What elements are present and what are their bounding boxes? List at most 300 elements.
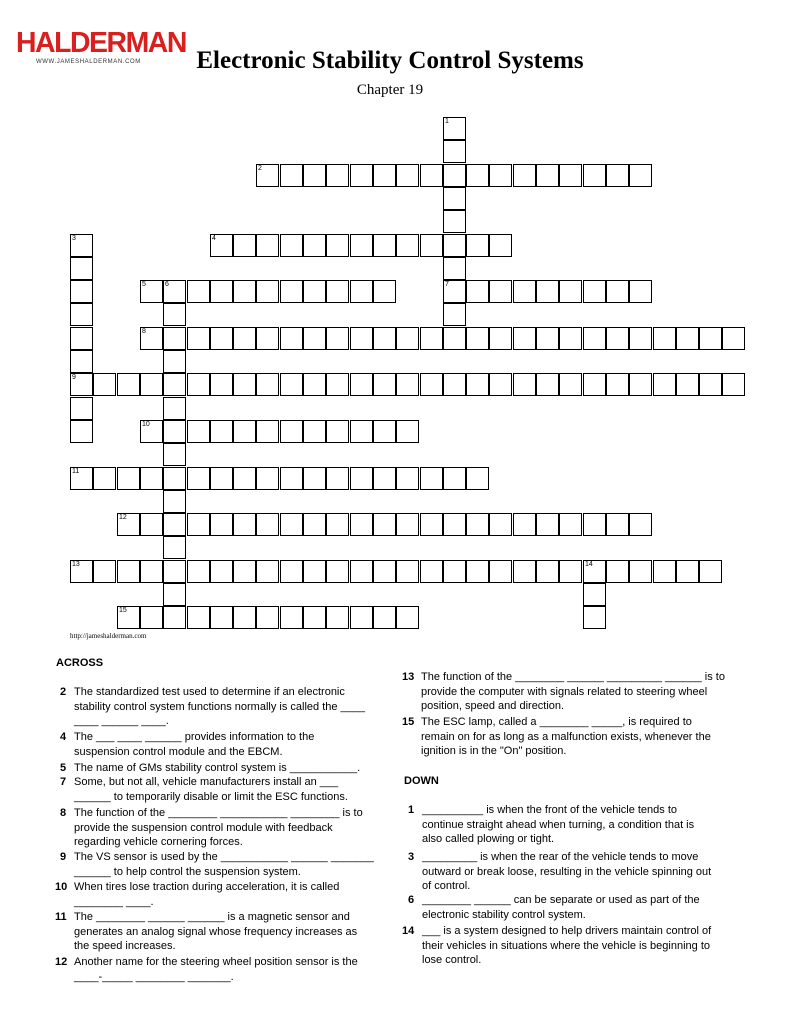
grid-cell[interactable] xyxy=(373,373,396,396)
grid-cell[interactable] xyxy=(163,373,186,396)
grid-cell[interactable] xyxy=(629,327,652,350)
grid-cell[interactable] xyxy=(559,373,582,396)
grid-cell[interactable] xyxy=(722,373,745,396)
grid-cell[interactable] xyxy=(70,257,93,280)
grid-cell[interactable] xyxy=(187,373,210,396)
grid-cell[interactable] xyxy=(280,327,303,350)
grid-cell[interactable] xyxy=(163,467,186,490)
clue-line: ________ ____. xyxy=(74,895,154,908)
grid-cell[interactable] xyxy=(210,420,233,443)
grid-cell[interactable] xyxy=(396,373,419,396)
grid-cell[interactable] xyxy=(70,303,93,326)
clue-line: The function of the ________ ______ _________ ______ is to xyxy=(421,671,725,683)
grid-cell[interactable] xyxy=(443,373,466,396)
grid-cell[interactable] xyxy=(350,420,373,443)
grid-cell[interactable] xyxy=(163,443,186,466)
grid-cell[interactable] xyxy=(443,280,466,303)
clue-line: ignition is in the "On" position. xyxy=(421,745,567,757)
grid-cell[interactable] xyxy=(303,327,326,350)
grid-cell[interactable] xyxy=(140,606,163,629)
grid-cell[interactable] xyxy=(443,234,466,257)
grid-cell[interactable] xyxy=(280,467,303,490)
grid-cell[interactable] xyxy=(350,234,373,257)
grid-cell[interactable] xyxy=(466,513,489,536)
grid-cell[interactable] xyxy=(536,373,559,396)
grid-cell[interactable] xyxy=(373,560,396,583)
grid-cell[interactable] xyxy=(373,513,396,536)
clue-number: 3 xyxy=(72,235,76,242)
grid-cell[interactable] xyxy=(606,373,629,396)
grid-cell[interactable] xyxy=(187,513,210,536)
clue-number: 1 xyxy=(445,118,449,125)
grid-cell[interactable] xyxy=(233,327,256,350)
clue-text xyxy=(74,850,374,879)
grid-cell[interactable] xyxy=(489,327,512,350)
grid-cell[interactable] xyxy=(187,467,210,490)
grid-cell[interactable] xyxy=(443,513,466,536)
grid-cell[interactable] xyxy=(420,327,443,350)
footer-url: http://jameshalderman.com xyxy=(70,632,147,640)
clue-number-label: 10 xyxy=(55,881,68,893)
clue-number-label: 12 xyxy=(55,956,68,968)
grid-cell[interactable] xyxy=(326,513,349,536)
grid-cell[interactable] xyxy=(396,513,419,536)
clue-line: of control. xyxy=(422,880,471,892)
clue-line: The function of the ________ ___________ ________ is to xyxy=(74,807,363,819)
grid-cell[interactable] xyxy=(210,373,233,396)
grid-cell[interactable] xyxy=(210,560,233,583)
clue-number: 14 xyxy=(585,561,593,568)
clue-number-label: 3 xyxy=(408,851,415,863)
clue-number: 7 xyxy=(445,281,449,288)
clue-number-label: 9 xyxy=(60,851,67,863)
grid-cell[interactable] xyxy=(93,467,116,490)
clue-number-label: 4 xyxy=(60,731,67,743)
grid-cell[interactable] xyxy=(233,513,256,536)
grid-cell[interactable] xyxy=(163,327,186,350)
grid-cell[interactable] xyxy=(606,513,629,536)
grid-cell[interactable] xyxy=(443,560,466,583)
clue-line: remain on for as long as a malfunction exists, whenever the xyxy=(421,730,711,743)
grid-cell[interactable] xyxy=(489,513,512,536)
clue-text xyxy=(421,670,725,714)
grid-cell[interactable] xyxy=(396,327,419,350)
grid-cell[interactable] xyxy=(350,164,373,187)
grid-cell[interactable] xyxy=(187,560,210,583)
grid-cell[interactable] xyxy=(117,560,140,583)
grid-cell[interactable] xyxy=(326,234,349,257)
grid-cell[interactable] xyxy=(606,280,629,303)
grid-cell[interactable] xyxy=(559,327,582,350)
grid-cell[interactable] xyxy=(117,373,140,396)
grid-cell[interactable] xyxy=(70,397,93,420)
grid-cell[interactable] xyxy=(466,280,489,303)
grid-cell[interactable] xyxy=(303,164,326,187)
grid-cell[interactable] xyxy=(350,467,373,490)
grid-cell[interactable] xyxy=(70,560,93,583)
clue-text xyxy=(74,775,348,804)
clue-number: 12 xyxy=(119,514,127,521)
grid-cell[interactable] xyxy=(489,234,512,257)
down-heading: DOWN xyxy=(404,775,439,787)
grid-cell[interactable] xyxy=(326,420,349,443)
grid-cell[interactable] xyxy=(466,467,489,490)
grid-cell[interactable] xyxy=(513,280,536,303)
clue-line: The standardized test used to determine if an electronic xyxy=(74,686,345,698)
grid-cell[interactable] xyxy=(583,164,606,187)
grid-cell[interactable] xyxy=(583,280,606,303)
clue-number: 2 xyxy=(258,165,262,172)
grid-cell[interactable] xyxy=(326,606,349,629)
grid-cell[interactable] xyxy=(722,327,745,350)
grid-cell[interactable] xyxy=(163,536,186,559)
grid-cell[interactable] xyxy=(280,164,303,187)
grid-cell[interactable] xyxy=(466,373,489,396)
grid-cell[interactable] xyxy=(396,164,419,187)
grid-cell[interactable] xyxy=(70,350,93,373)
grid-cell[interactable] xyxy=(583,513,606,536)
grid-cell[interactable] xyxy=(466,327,489,350)
clue-line: stability control system functions normally is called the ____ xyxy=(74,700,366,713)
grid-cell[interactable] xyxy=(70,420,93,443)
grid-cell[interactable] xyxy=(466,164,489,187)
clue-text xyxy=(422,893,700,922)
grid-cell[interactable] xyxy=(93,373,116,396)
grid-cell[interactable] xyxy=(70,373,93,396)
grid-cell[interactable] xyxy=(583,606,606,629)
grid-cell[interactable] xyxy=(163,280,186,303)
clue-line: regarding vehicle cornering forces. xyxy=(74,836,243,848)
clue-line: generates an analog signal whose frequency increases as xyxy=(74,925,358,938)
grid-cell[interactable] xyxy=(606,164,629,187)
grid-cell[interactable] xyxy=(536,327,559,350)
clue-line: the speed increases. xyxy=(74,940,176,952)
grid-cell[interactable] xyxy=(70,327,93,350)
clue-number-label: 1 xyxy=(408,804,415,816)
grid-cell[interactable] xyxy=(420,234,443,257)
grid-cell[interactable] xyxy=(653,373,676,396)
grid-cell[interactable] xyxy=(420,467,443,490)
grid-cell[interactable] xyxy=(350,280,373,303)
clue-line: outward or break loose, resulting in the vehicle spinning out xyxy=(422,865,712,878)
grid-cell[interactable] xyxy=(326,164,349,187)
grid-cell[interactable] xyxy=(256,560,279,583)
grid-cell[interactable] xyxy=(396,467,419,490)
grid-cell[interactable] xyxy=(256,606,279,629)
grid-cell[interactable] xyxy=(373,234,396,257)
grid-cell[interactable] xyxy=(187,606,210,629)
grid-cell[interactable] xyxy=(396,606,419,629)
clue-number-label: 15 xyxy=(402,716,415,728)
clue-line: provide the computer with signals related to steering wheel xyxy=(421,685,708,698)
grid-cell[interactable] xyxy=(326,560,349,583)
grid-cell[interactable] xyxy=(489,164,512,187)
grid-cell[interactable] xyxy=(420,164,443,187)
across-heading: ACROSS xyxy=(56,657,104,669)
grid-cell[interactable] xyxy=(256,234,279,257)
grid-cell[interactable] xyxy=(140,420,163,443)
grid-cell[interactable] xyxy=(466,560,489,583)
grid-cell[interactable] xyxy=(489,560,512,583)
grid-cell[interactable] xyxy=(210,513,233,536)
clue-number: 11 xyxy=(72,468,80,475)
grid-cell[interactable] xyxy=(163,513,186,536)
grid-cell[interactable] xyxy=(629,373,652,396)
grid-cell[interactable] xyxy=(256,467,279,490)
grid-cell[interactable] xyxy=(629,560,652,583)
clue-text xyxy=(74,806,363,850)
grid-cell[interactable] xyxy=(583,560,606,583)
clue-number: 10 xyxy=(142,421,150,428)
grid-cell[interactable] xyxy=(629,280,652,303)
clue-line: ______ to help control the suspension system. xyxy=(74,865,301,878)
grid-cell[interactable] xyxy=(513,327,536,350)
clue-number-label: 13 xyxy=(402,671,415,683)
grid-cell[interactable] xyxy=(233,560,256,583)
grid-cell[interactable] xyxy=(443,187,466,210)
grid-cell[interactable] xyxy=(256,164,279,187)
grid-cell[interactable] xyxy=(303,234,326,257)
grid-cell[interactable] xyxy=(163,397,186,420)
grid-cell[interactable] xyxy=(140,560,163,583)
grid-cell[interactable] xyxy=(303,373,326,396)
grid-cell[interactable] xyxy=(303,467,326,490)
grid-cell[interactable] xyxy=(583,583,606,606)
grid-cell[interactable] xyxy=(629,164,652,187)
grid-cell[interactable] xyxy=(443,467,466,490)
grid-cell[interactable] xyxy=(187,280,210,303)
grid-cell[interactable] xyxy=(350,327,373,350)
grid-cell[interactable] xyxy=(163,303,186,326)
grid-cell[interactable] xyxy=(443,210,466,233)
grid-cell[interactable] xyxy=(676,327,699,350)
clue-line: _________ is when the rear of the vehicle tends to move xyxy=(422,851,699,863)
grid-cell[interactable] xyxy=(420,373,443,396)
clue-line: __________ is when the front of the vehicle tends to xyxy=(422,804,678,816)
grid-cell[interactable] xyxy=(559,164,582,187)
grid-cell[interactable] xyxy=(187,327,210,350)
grid-cell[interactable] xyxy=(443,327,466,350)
grid-cell[interactable] xyxy=(443,257,466,280)
clue-number: 4 xyxy=(212,235,216,242)
grid-cell[interactable] xyxy=(536,560,559,583)
clue-number: 5 xyxy=(142,281,146,288)
grid-cell[interactable] xyxy=(699,373,722,396)
grid-cell[interactable] xyxy=(396,560,419,583)
grid-cell[interactable] xyxy=(280,420,303,443)
grid-cell[interactable] xyxy=(280,280,303,303)
clue-line: provide the suspension control module with feedback xyxy=(74,821,333,834)
grid-cell[interactable] xyxy=(466,234,489,257)
grid-cell[interactable] xyxy=(420,560,443,583)
grid-cell[interactable] xyxy=(373,420,396,443)
grid-cell[interactable] xyxy=(396,420,419,443)
clue-line: The ________ ______ ______ is a magnetic sensor and xyxy=(74,911,350,923)
grid-cell[interactable] xyxy=(256,513,279,536)
grid-cell[interactable] xyxy=(70,467,93,490)
clue-number-label: 8 xyxy=(60,807,67,819)
clue-line: position, speed and direction. xyxy=(421,700,565,712)
grid-cell[interactable] xyxy=(653,560,676,583)
grid-cell[interactable] xyxy=(350,513,373,536)
grid-cell[interactable] xyxy=(280,234,303,257)
grid-cell[interactable] xyxy=(233,234,256,257)
clue-text xyxy=(74,910,357,954)
grid-cell[interactable] xyxy=(256,373,279,396)
grid-cell[interactable] xyxy=(420,513,443,536)
grid-cell[interactable] xyxy=(163,490,186,513)
grid-cell[interactable] xyxy=(117,467,140,490)
grid-cell[interactable] xyxy=(559,280,582,303)
grid-cell[interactable] xyxy=(303,280,326,303)
clue-line: ____-_____ ________ _______. xyxy=(74,970,234,983)
clue-line: ___ is a system designed to help drivers maintain control of xyxy=(422,925,712,937)
page-title: Electronic Stability Control Systems xyxy=(196,47,584,74)
grid-cell[interactable] xyxy=(256,327,279,350)
grid-cell[interactable] xyxy=(233,467,256,490)
grid-cell[interactable] xyxy=(583,327,606,350)
clue-line: electronic stability control system. xyxy=(422,908,586,921)
clue-line: Another name for the steering wheel position sensor is the xyxy=(74,956,358,968)
grid-cell[interactable] xyxy=(210,467,233,490)
clue-line: When tires lose traction during acceleration, it is called xyxy=(74,881,340,893)
clue-line: ______ to temporarily disable or limit the ESC functions. xyxy=(74,790,348,803)
grid-cell[interactable] xyxy=(303,560,326,583)
clue-line: also called plowing or tight. xyxy=(422,833,555,845)
grid-cell[interactable] xyxy=(163,560,186,583)
grid-cell[interactable] xyxy=(303,513,326,536)
clue-text xyxy=(74,730,314,759)
grid-cell[interactable] xyxy=(513,560,536,583)
grid-cell[interactable] xyxy=(350,560,373,583)
grid-cell[interactable] xyxy=(629,513,652,536)
grid-cell[interactable] xyxy=(326,280,349,303)
grid-cell[interactable] xyxy=(373,327,396,350)
grid-cell[interactable] xyxy=(513,513,536,536)
grid-cell[interactable] xyxy=(350,373,373,396)
grid-cell[interactable] xyxy=(489,373,512,396)
logo-wordmark: HALDERMAN xyxy=(16,27,186,59)
clue-line: their vehicles in situations where the vehicle is beginning to xyxy=(422,939,710,952)
grid-cell[interactable] xyxy=(443,117,466,140)
grid-cell[interactable] xyxy=(606,560,629,583)
grid-cell[interactable] xyxy=(326,327,349,350)
grid-cell[interactable] xyxy=(117,513,140,536)
grid-cell[interactable] xyxy=(326,373,349,396)
grid-cell[interactable] xyxy=(373,467,396,490)
grid-cell[interactable] xyxy=(373,164,396,187)
grid-cell[interactable] xyxy=(653,327,676,350)
grid-cell[interactable] xyxy=(303,606,326,629)
grid-cell[interactable] xyxy=(256,280,279,303)
grid-cell[interactable] xyxy=(536,513,559,536)
grid-cell[interactable] xyxy=(280,373,303,396)
grid-cell[interactable] xyxy=(140,373,163,396)
clue-line: The ___ ____ ______ provides information to the xyxy=(74,731,315,743)
grid-cell[interactable] xyxy=(163,583,186,606)
grid-cell[interactable] xyxy=(93,560,116,583)
grid-cell[interactable] xyxy=(280,560,303,583)
grid-cell[interactable] xyxy=(559,560,582,583)
grid-cell[interactable] xyxy=(443,140,466,163)
clue-line: The VS sensor is used by the ___________ ______ _______ xyxy=(74,851,374,863)
grid-cell[interactable] xyxy=(280,606,303,629)
grid-cell[interactable] xyxy=(140,467,163,490)
grid-cell[interactable] xyxy=(233,373,256,396)
grid-cell[interactable] xyxy=(140,327,163,350)
grid-cell[interactable] xyxy=(443,303,466,326)
grid-cell[interactable] xyxy=(489,280,512,303)
clue-line: continue straight ahead when turning, a condition that is xyxy=(422,818,695,831)
grid-cell[interactable] xyxy=(187,420,210,443)
grid-cell[interactable] xyxy=(606,327,629,350)
grid-cell[interactable] xyxy=(699,327,722,350)
clue-text xyxy=(74,955,358,984)
grid-cell[interactable] xyxy=(676,560,699,583)
grid-cell[interactable] xyxy=(536,280,559,303)
grid-cell[interactable] xyxy=(163,606,186,629)
grid-cell[interactable] xyxy=(70,234,93,257)
clue-text xyxy=(422,924,711,968)
grid-cell[interactable] xyxy=(443,164,466,187)
clue-text xyxy=(74,685,365,729)
grid-cell[interactable] xyxy=(326,467,349,490)
clue-line: lose control. xyxy=(422,954,482,966)
grid-cell[interactable] xyxy=(559,513,582,536)
grid-cell[interactable] xyxy=(70,280,93,303)
grid-cell[interactable] xyxy=(140,280,163,303)
grid-cell[interactable] xyxy=(350,606,373,629)
grid-cell[interactable] xyxy=(163,420,186,443)
grid-cell[interactable] xyxy=(140,513,163,536)
clue-number-label: 7 xyxy=(60,776,67,788)
grid-cell[interactable] xyxy=(233,280,256,303)
grid-cell[interactable] xyxy=(536,164,559,187)
clue-number-label: 2 xyxy=(60,686,67,698)
clue-line: Some, but not all, vehicle manufacturers install an ___ xyxy=(74,776,339,788)
grid-cell[interactable] xyxy=(256,420,279,443)
grid-cell[interactable] xyxy=(373,280,396,303)
clue-line: ________ ______ can be separate or used as part of the xyxy=(422,894,700,906)
clue-number-label: 11 xyxy=(55,911,67,923)
grid-cell[interactable] xyxy=(210,280,233,303)
grid-cell[interactable] xyxy=(699,560,722,583)
grid-cell[interactable] xyxy=(233,606,256,629)
clue-line: The ESC lamp, called a ________ _____, is required to xyxy=(421,716,692,728)
grid-cell[interactable] xyxy=(280,513,303,536)
grid-cell[interactable] xyxy=(117,606,140,629)
clue-text xyxy=(421,715,711,759)
grid-cell[interactable] xyxy=(210,234,233,257)
grid-cell[interactable] xyxy=(233,420,256,443)
grid-cell[interactable] xyxy=(396,234,419,257)
grid-cell[interactable] xyxy=(513,164,536,187)
grid-cell[interactable] xyxy=(583,373,606,396)
clue-text xyxy=(422,803,694,847)
clue-number-label: 6 xyxy=(408,894,415,906)
grid-cell[interactable] xyxy=(210,327,233,350)
grid-cell[interactable] xyxy=(163,350,186,373)
grid-cell[interactable] xyxy=(210,606,233,629)
grid-cell[interactable] xyxy=(676,373,699,396)
grid-cell[interactable] xyxy=(303,420,326,443)
clue-text xyxy=(74,761,360,776)
clue-number-label: 14 xyxy=(402,925,415,937)
clue-text xyxy=(74,880,339,909)
clue-line: ____ ______ ____. xyxy=(74,715,169,727)
grid-cell[interactable] xyxy=(373,606,396,629)
grid-cell[interactable] xyxy=(513,373,536,396)
